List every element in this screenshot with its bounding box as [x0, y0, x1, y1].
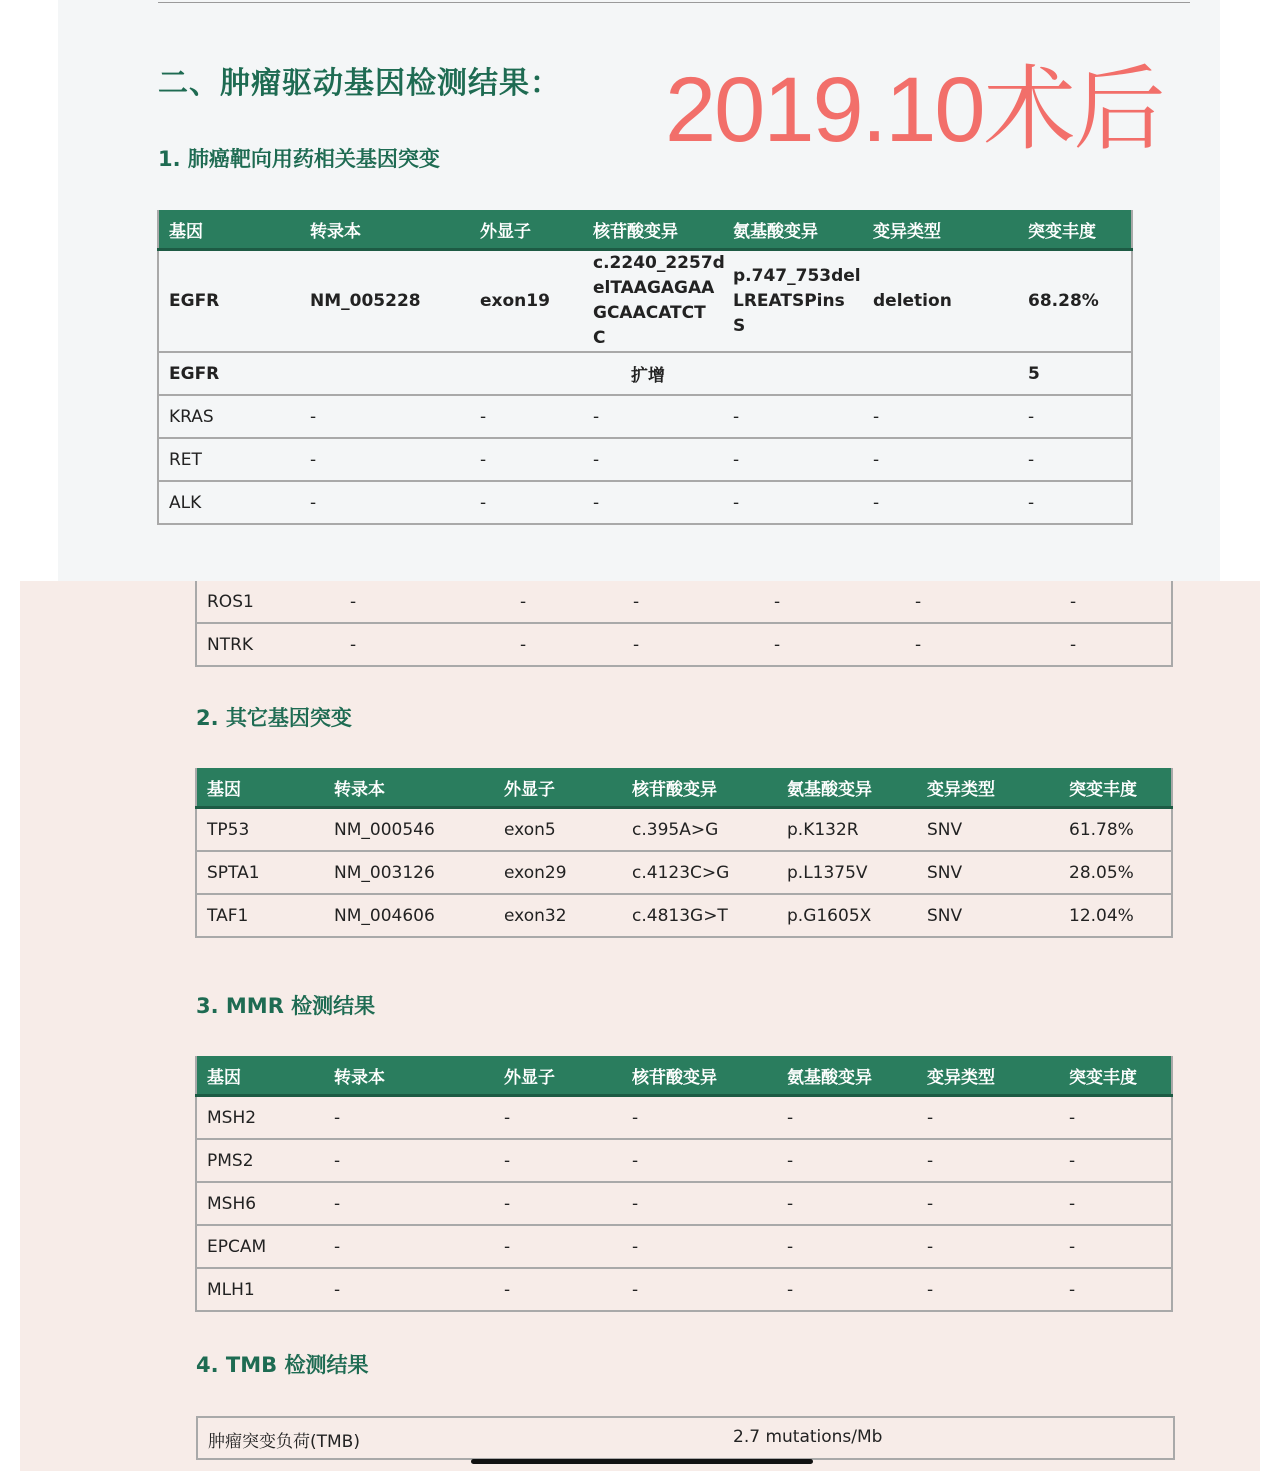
- cell-gene: TP53: [196, 808, 324, 852]
- cell-exon: exon19: [470, 250, 583, 353]
- cell-value: -: [494, 1225, 622, 1268]
- header-amino-acid: 氨基酸变异: [777, 768, 917, 808]
- cell-value: -: [1018, 395, 1132, 438]
- cell-value: -: [764, 623, 905, 666]
- cell-value: -: [622, 1182, 777, 1225]
- cell-value: -: [764, 581, 905, 623]
- header-frequency: 突变丰度: [1059, 768, 1172, 808]
- cell-value: -: [1060, 581, 1172, 623]
- cell-value: p.L1375V: [777, 851, 917, 894]
- cell-value: p.G1605X: [777, 894, 917, 937]
- table-row: [196, 623, 1172, 666]
- cell-value: -: [622, 1139, 777, 1182]
- section-title: 二、肿瘤驱动基因检测结果：: [158, 66, 561, 101]
- table-row: [196, 1182, 1172, 1225]
- nuc-line: elTAAGAGAA: [593, 278, 715, 298]
- section3-title: 3. MMR 检测结果: [196, 994, 376, 1018]
- header-gene: 基因: [158, 210, 300, 250]
- cell-empty: [300, 352, 470, 395]
- other-gene-table: [195, 768, 1173, 938]
- table-row: [158, 352, 1132, 395]
- cell-value: -: [1018, 438, 1132, 481]
- section1-title: 1. 肺癌靶向用药相关基因突变: [158, 147, 440, 171]
- cell-value: -: [1059, 1139, 1172, 1182]
- table-row: [196, 851, 1172, 894]
- cell-value: -: [1060, 623, 1172, 666]
- cell-value: -: [470, 438, 583, 481]
- cell-value: -: [622, 1268, 777, 1311]
- cell-gene: ROS1: [196, 581, 340, 623]
- cell-value: c.4813G>T: [622, 894, 777, 937]
- table-row: [158, 250, 1132, 353]
- section4-title: 4. TMB 检测结果: [196, 1353, 369, 1377]
- cell-value: -: [917, 1139, 1059, 1182]
- cell-value: 61.78%: [1059, 808, 1172, 852]
- cell-gene: TAF1: [196, 894, 324, 937]
- cell-gene: EPCAM: [196, 1225, 324, 1268]
- table-row: [158, 395, 1132, 438]
- cell-amplification: 扩增: [583, 352, 863, 395]
- cell-value: -: [324, 1225, 494, 1268]
- cell-value: -: [777, 1139, 917, 1182]
- table-header-row: [158, 210, 1132, 250]
- cell-gene: EGFR: [158, 352, 300, 395]
- cell-value: -: [494, 1139, 622, 1182]
- cell-value: SNV: [917, 808, 1059, 852]
- cell-value: -: [622, 1225, 777, 1268]
- targeted-gene-table: [157, 210, 1133, 525]
- cell-value: -: [300, 438, 470, 481]
- table-row: [196, 1268, 1172, 1311]
- cell-value: -: [470, 481, 583, 524]
- tmb-value: 2.7 mutations/Mb: [733, 1427, 883, 1447]
- cell-value: NM_000546: [324, 808, 494, 852]
- targeted-gene-table-continued: [195, 581, 1173, 667]
- cell-transcript: NM_005228: [300, 250, 470, 353]
- header-gene: 基因: [196, 768, 324, 808]
- nuc-line: c.2240_2257d: [593, 253, 725, 273]
- cell-value: -: [324, 1139, 494, 1182]
- cell-value: -: [777, 1182, 917, 1225]
- cell-value: -: [340, 623, 510, 666]
- header-exon: 外显子: [494, 1056, 622, 1096]
- cell-value: -: [494, 1268, 622, 1311]
- top-divider: [158, 2, 1190, 3]
- cell-value: -: [863, 395, 1018, 438]
- cell-value: -: [324, 1096, 494, 1140]
- table-row: [196, 808, 1172, 852]
- cell-gene: MSH6: [196, 1182, 324, 1225]
- cell-value: 12.04%: [1059, 894, 1172, 937]
- cell-value: -: [583, 395, 723, 438]
- cell-value: c.4123C>G: [622, 851, 777, 894]
- tmb-result-box: [196, 1416, 1175, 1460]
- cell-empty: [470, 352, 583, 395]
- table-header-row: [196, 1056, 1172, 1096]
- header-transcript: 转录本: [324, 1056, 494, 1096]
- cell-value: -: [324, 1182, 494, 1225]
- header-variant-type: 变异类型: [917, 768, 1059, 808]
- cell-gene: NTRK: [196, 623, 340, 666]
- tmb-label: 肿瘤突变负荷(TMB): [208, 1432, 360, 1452]
- header-gene: 基因: [196, 1056, 324, 1096]
- cell-gene: RET: [158, 438, 300, 481]
- cell-value: -: [470, 395, 583, 438]
- cell-value: -: [510, 623, 623, 666]
- cell-value: -: [1059, 1268, 1172, 1311]
- nuc-line: GCAACATCT: [593, 303, 706, 323]
- cell-nucleotide: [583, 250, 723, 353]
- cell-value: NM_004606: [324, 894, 494, 937]
- cell-value: -: [1059, 1096, 1172, 1140]
- cell-value: -: [583, 438, 723, 481]
- cell-value: -: [1018, 481, 1132, 524]
- cell-value: -: [863, 438, 1018, 481]
- cell-value: -: [917, 1182, 1059, 1225]
- cell-value: -: [583, 481, 723, 524]
- cell-gene: EGFR: [158, 250, 300, 353]
- cell-value: -: [494, 1182, 622, 1225]
- header-amino-acid: 氨基酸变异: [777, 1056, 917, 1096]
- nuc-line: C: [593, 328, 606, 348]
- header-frequency: 突变丰度: [1018, 210, 1132, 250]
- cell-value: -: [723, 395, 863, 438]
- cell-amino-acid: [723, 250, 863, 353]
- cell-value: -: [777, 1268, 917, 1311]
- cell-value: -: [905, 581, 1060, 623]
- cell-frequency: 68.28%: [1018, 250, 1132, 353]
- cell-value: -: [1059, 1182, 1172, 1225]
- header-amino-acid: 氨基酸变异: [723, 210, 863, 250]
- cell-gene: ALK: [158, 481, 300, 524]
- cell-value: -: [917, 1096, 1059, 1140]
- date-annotation: 2019.10术后: [665, 59, 1164, 161]
- cell-value: -: [723, 481, 863, 524]
- mmr-table: [195, 1056, 1173, 1312]
- cell-gene: KRAS: [158, 395, 300, 438]
- cell-value: -: [340, 581, 510, 623]
- table-header-row: [196, 768, 1172, 808]
- header-frequency: 突变丰度: [1059, 1056, 1172, 1096]
- cell-value: -: [494, 1096, 622, 1140]
- header-exon: 外显子: [470, 210, 583, 250]
- aa-line: S: [733, 315, 746, 336]
- header-transcript: 转录本: [300, 210, 470, 250]
- header-transcript: 转录本: [324, 768, 494, 808]
- cell-value: -: [905, 623, 1060, 666]
- cell-value: -: [622, 1096, 777, 1140]
- table-row: [196, 1225, 1172, 1268]
- cell-value: -: [777, 1225, 917, 1268]
- cell-gene: MLH1: [196, 1268, 324, 1311]
- cell-value: -: [917, 1225, 1059, 1268]
- header-nucleotide: 核苷酸变异: [622, 768, 777, 808]
- aa-line: p.747_753del: [733, 265, 861, 286]
- table-row: [196, 581, 1172, 623]
- aa-line: LREATSPins: [733, 290, 845, 311]
- cell-empty: [863, 352, 1018, 395]
- cell-value: p.K132R: [777, 808, 917, 852]
- header-exon: 外显子: [494, 768, 622, 808]
- cell-value: 28.05%: [1059, 851, 1172, 894]
- header-variant-type: 变异类型: [863, 210, 1018, 250]
- home-indicator[interactable]: [471, 1459, 813, 1464]
- cell-value: SNV: [917, 894, 1059, 937]
- table-row: [196, 1139, 1172, 1182]
- cell-value: SNV: [917, 851, 1059, 894]
- table-row: [196, 1096, 1172, 1140]
- table-row: [158, 438, 1132, 481]
- header-nucleotide: 核苷酸变异: [583, 210, 723, 250]
- cell-gene: PMS2: [196, 1139, 324, 1182]
- cell-value: -: [300, 481, 470, 524]
- cell-value: NM_003126: [324, 851, 494, 894]
- cell-value: -: [510, 581, 623, 623]
- cell-value: exon5: [494, 808, 622, 852]
- cell-value: -: [300, 395, 470, 438]
- table-row: [158, 481, 1132, 524]
- cell-value: -: [917, 1268, 1059, 1311]
- cell-gene: SPTA1: [196, 851, 324, 894]
- cell-value: exon32: [494, 894, 622, 937]
- section2-title: 2. 其它基因突变: [196, 706, 352, 730]
- cell-value: -: [1059, 1225, 1172, 1268]
- cell-gene: MSH2: [196, 1096, 324, 1140]
- header-variant-type: 变异类型: [917, 1056, 1059, 1096]
- cell-value: -: [723, 438, 863, 481]
- cell-value: c.395A>G: [622, 808, 777, 852]
- cell-value: -: [623, 623, 764, 666]
- cell-variant-type: deletion: [863, 250, 1018, 353]
- header-nucleotide: 核苷酸变异: [622, 1056, 777, 1096]
- cell-frequency: 5: [1018, 352, 1132, 395]
- cell-value: exon29: [494, 851, 622, 894]
- table-row: [196, 894, 1172, 937]
- cell-value: -: [863, 481, 1018, 524]
- cell-value: -: [324, 1268, 494, 1311]
- cell-value: -: [777, 1096, 917, 1140]
- cell-value: -: [623, 581, 764, 623]
